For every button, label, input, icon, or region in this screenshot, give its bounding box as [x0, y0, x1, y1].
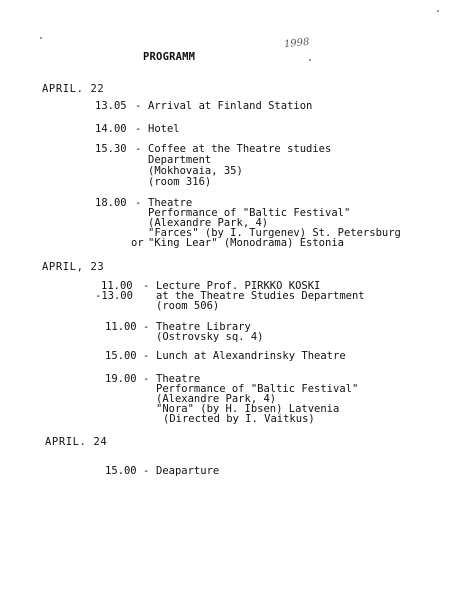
- event-time: 15.00: [105, 350, 137, 362]
- event-line: (room 316): [148, 176, 212, 188]
- event-dash: -: [143, 321, 150, 333]
- handwritten-note: 1998: [283, 36, 310, 51]
- event-line: Lecture Prof. PIRKKO KOSKI: [156, 280, 321, 292]
- event-line: Hotel: [148, 123, 180, 135]
- event-line: (room 506): [156, 300, 220, 312]
- event-time: 14.00: [95, 123, 127, 135]
- event-line: Theatre Library: [156, 321, 251, 333]
- event-time: 15.00: [105, 465, 137, 477]
- event-time: 19.00: [105, 373, 137, 385]
- event-line: (Alexandre Park, 4): [156, 393, 277, 405]
- event-line: Department: [148, 154, 212, 166]
- event-dash: -: [143, 350, 150, 362]
- event-line: (Alexandre Park, 4): [148, 217, 269, 229]
- scan-speck: [309, 59, 311, 61]
- day-heading: APRIL, 23: [42, 261, 105, 273]
- event-dash: -: [135, 123, 142, 135]
- event-line: Performance of "Baltic Festival": [148, 207, 351, 219]
- event-time: 11.00: [105, 321, 137, 333]
- event-line: (Mokhovaia, 35): [148, 165, 243, 177]
- event-dash: -: [135, 143, 142, 155]
- event-line: Arrival at Finland Station: [148, 100, 313, 112]
- event-line: Theatre: [156, 373, 201, 385]
- event-alt-prefix: or: [131, 237, 144, 249]
- event-dash: -: [143, 280, 150, 292]
- event-line: "King Lear" (Monodrama) Estonia: [148, 237, 344, 249]
- event-line: Performance of "Baltic Festival": [156, 383, 359, 395]
- event-time: 18.00: [95, 197, 127, 209]
- event-time-end: -13.00: [95, 290, 133, 302]
- event-line: "Nora" (by H. Ibsen) Latvenia: [156, 403, 340, 415]
- event-line: Lunch at Alexandrinsky Theatre: [156, 350, 346, 362]
- event-line: Theatre: [148, 197, 193, 209]
- scan-speck: [40, 37, 42, 39]
- event-time: 11.00: [101, 280, 133, 292]
- event-dash: -: [143, 465, 150, 477]
- event-dash: -: [143, 373, 150, 385]
- event-line: Coffee at the Theatre studies: [148, 143, 332, 155]
- day-heading: APRIL. 24: [45, 436, 108, 448]
- event-dash: -: [135, 100, 142, 112]
- event-dash: -: [135, 197, 142, 209]
- scan-speck: [437, 10, 439, 12]
- event-line: at the Theatre Studies Department: [156, 290, 365, 302]
- page-title: PROGRAMM: [143, 51, 196, 63]
- event-line: (Ostrovsky sq. 4): [156, 331, 264, 343]
- event-line: (Directed by I. Vaitkus): [163, 413, 315, 425]
- day-heading: APRIL. 22: [42, 83, 105, 95]
- event-time: 13.05: [95, 100, 127, 112]
- event-line: Deaparture: [156, 465, 220, 477]
- event-time: 15.30: [95, 143, 127, 155]
- event-line: "Farces" (by I. Turgenev) St. Petersburg: [148, 227, 401, 239]
